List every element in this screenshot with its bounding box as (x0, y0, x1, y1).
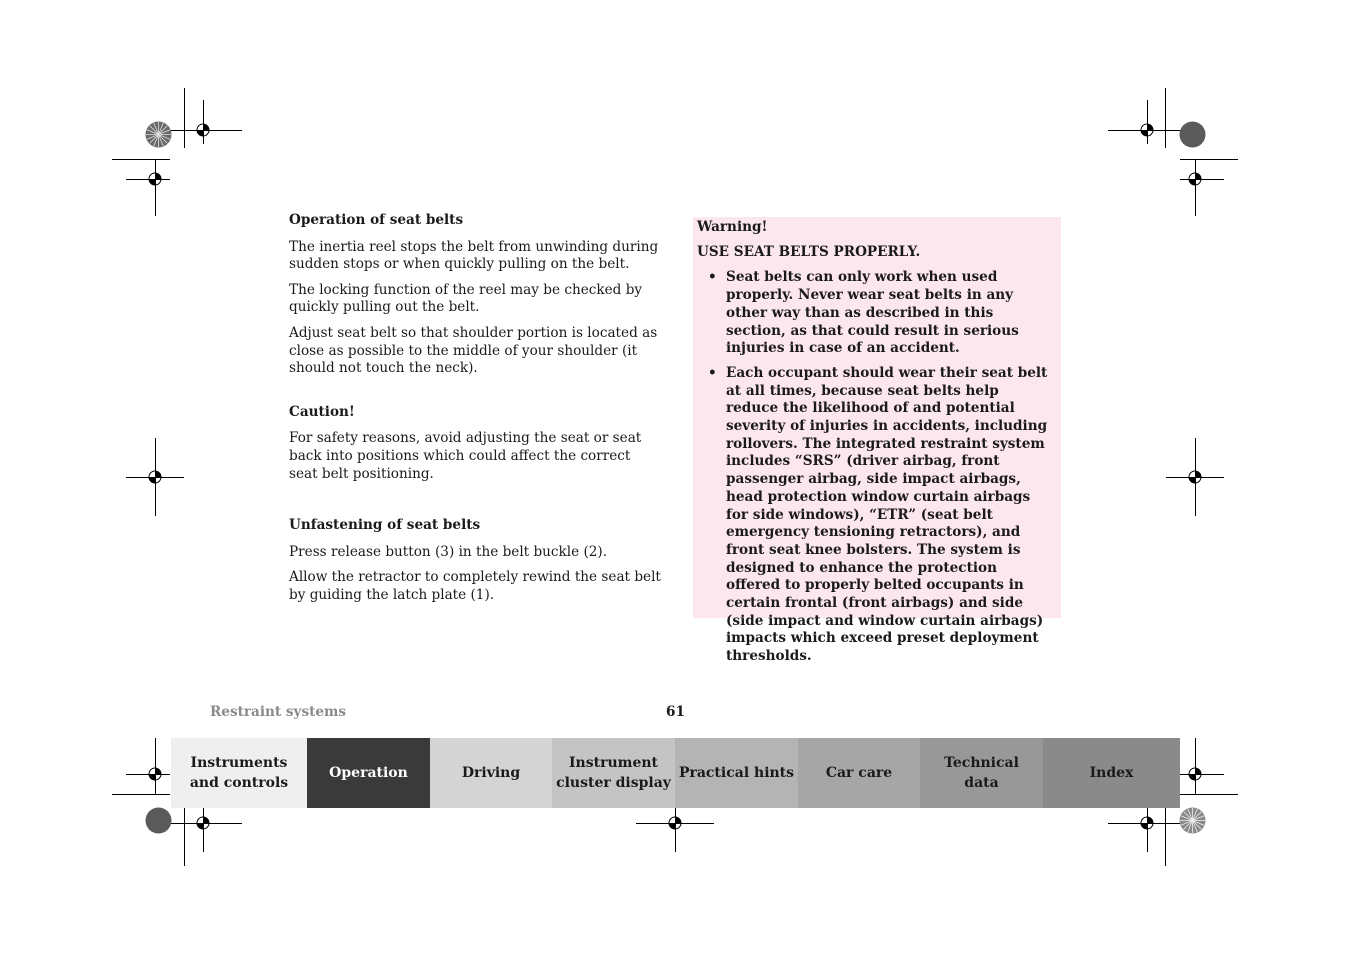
bullet-icon: • (708, 269, 717, 286)
tab-practical-hints[interactable]: Practical hints (675, 738, 798, 808)
section-tabs (171, 738, 1180, 808)
warning-box (693, 217, 1061, 665)
warning-list (697, 269, 1055, 665)
registration-target-icon (145, 467, 165, 487)
crop-line (1165, 88, 1166, 148)
bullet-icon: • (708, 364, 717, 381)
crop-line (1180, 159, 1238, 160)
section-title: Restraint systems (210, 704, 347, 720)
unfastening-heading: Unfastening of seat belts (289, 517, 481, 534)
gray-circle-icon (1179, 121, 1206, 148)
registration-target-icon (145, 764, 165, 784)
tab-index[interactable]: Index (1043, 738, 1180, 808)
registration-target-icon (1185, 467, 1205, 487)
tab-car-care[interactable]: Car care (798, 738, 920, 808)
crop-line (112, 794, 170, 795)
crop-line (184, 88, 185, 148)
crop-line (184, 806, 185, 866)
tab-driving[interactable]: Driving (430, 738, 552, 808)
tab-operation[interactable]: Operation (307, 738, 430, 808)
gray-circle-icon (145, 807, 172, 834)
tab-instrument-cluster-display[interactable]: Instrument cluster display (552, 738, 675, 808)
warning-item-text: Each occupant should wear their seat belt at all times, because seat belts help reduce the likelihood of and potential severity of injuries in accidents, including rollovers. The integrated restraint system includes “SRS” (driver airbag, front passenger airbag, side impact airbags, head protection window curtain airbags for side windows), “ETR” (seat belt emergency tensioning retractors), and front seat knee bolsters. The system is designed to enhance the protection offered to properly belted occupants in certain frontal (front airbags) and side (side impact and window curtain airbags) impacts which exceed preset deployment thresholds. (726, 364, 1048, 665)
registration-target-icon (145, 169, 165, 189)
crop-line (1165, 806, 1166, 866)
crop-line (112, 159, 170, 160)
caution-heading: Caution! (289, 403, 355, 420)
caution-paragraph: For safety reasons, avoid adjusting the seat or seat back into positions which could affect the correct seat belt positioning. (289, 430, 642, 482)
warning-item (697, 269, 1055, 358)
operation-paragraph: Adjust seat belt so that shoulder portion is located as close as possible to the middle of your shoulder (it should not touch the neck). (289, 324, 658, 377)
tab-technical-data[interactable]: Technical data (920, 738, 1043, 808)
operation-heading: Operation of seat belts (289, 212, 464, 228)
tab-instruments-and-controls[interactable]: Instruments and controls (171, 738, 307, 808)
registration-target-icon (1137, 813, 1157, 833)
warning-heading: USE SEAT BELTS PROPERLY. (697, 243, 921, 260)
unfastening-paragraph: Press release button (3) in the belt buckle (2). (289, 543, 608, 560)
crop-line (1180, 794, 1238, 795)
warning-title: Warning! (697, 219, 768, 235)
registration-target-icon (193, 120, 213, 140)
registration-target-icon (665, 813, 685, 833)
star-target-icon (145, 121, 172, 148)
operation-paragraph: The inertia reel stops the belt from unwinding during sudden stops or when quickly pulling on the belt. (289, 238, 659, 273)
warning-item-text: Seat belts can only work when used properly. Never wear seat belts in any other way than as described in this section, as that could result in serious injuries in case of an accident. (726, 269, 1019, 357)
registration-target-icon (1185, 764, 1205, 784)
registration-target-icon (1137, 120, 1157, 140)
operation-paragraph: The locking function of the reel may be checked by quickly pulling out the belt. (289, 281, 643, 316)
unfastening-paragraph: Allow the retractor to completely rewind the seat belt by guiding the latch plate (1). (289, 569, 661, 603)
warning-item (697, 365, 1055, 666)
registration-target-icon (1185, 169, 1205, 189)
left-column (289, 212, 661, 613)
registration-target-icon (193, 813, 213, 833)
star-target-icon (1179, 807, 1206, 834)
page-number: 61 (666, 704, 685, 720)
